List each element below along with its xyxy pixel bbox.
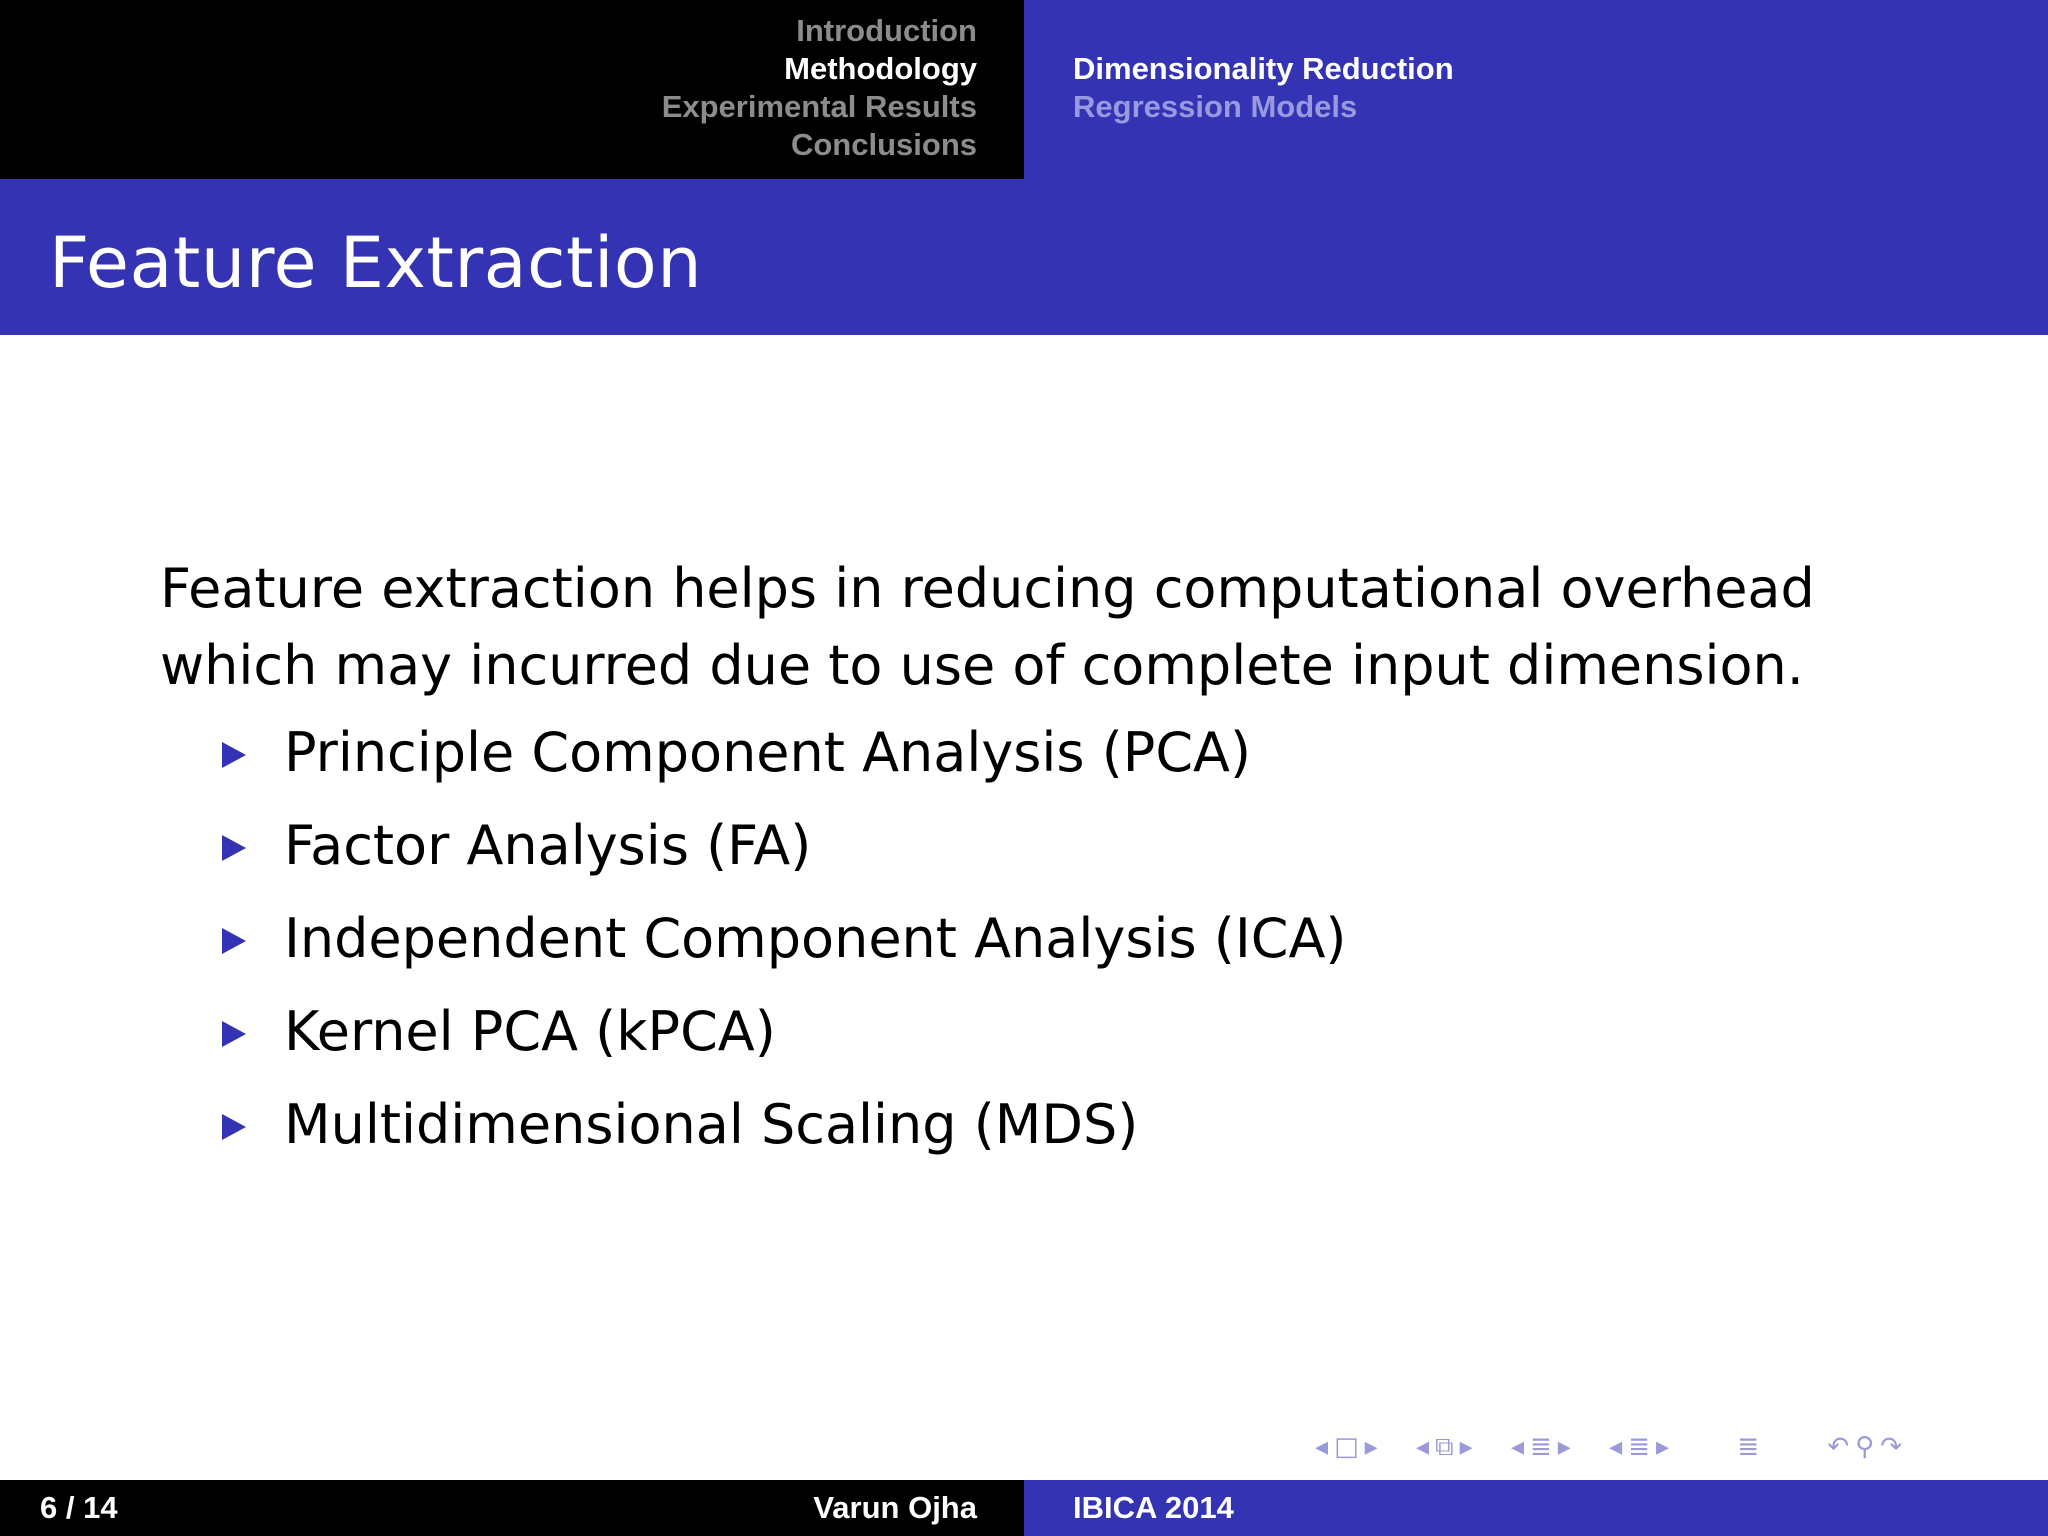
footer-right bbox=[1024, 1480, 2048, 1536]
list-item bbox=[160, 714, 1920, 807]
next-section-icon[interactable]: ▸ bbox=[1557, 1432, 1571, 1462]
nav-subsection-regression-models[interactable]: Regression Models bbox=[1073, 89, 1358, 124]
next-subsection-icon[interactable]: ▸ bbox=[1655, 1432, 1670, 1462]
footer-bar bbox=[0, 1480, 2048, 1536]
redo-icon[interactable]: ↷ bbox=[1880, 1432, 1903, 1462]
list-item-text: Multidimensional Scaling (MDS) bbox=[284, 1093, 1139, 1156]
header-bar bbox=[0, 0, 2048, 179]
list-item-text: Factor Analysis (FA) bbox=[284, 814, 812, 877]
beamer-navigation-symbols bbox=[1315, 1432, 1908, 1472]
prev-subsection-icon[interactable]: ◂ bbox=[1609, 1432, 1623, 1462]
prev-section-icon[interactable]: ◂ bbox=[1510, 1432, 1524, 1462]
bullet-triangle-icon bbox=[222, 742, 246, 768]
undo-icon[interactable]: ↶ bbox=[1827, 1432, 1850, 1462]
list-item-text: Kernel PCA (kPCA) bbox=[284, 1000, 776, 1063]
prev-slide-icon[interactable]: ◂ bbox=[1415, 1432, 1430, 1462]
bullet-triangle-icon bbox=[222, 928, 246, 954]
footer-left bbox=[0, 1480, 1024, 1536]
next-slide-icon[interactable]: ▸ bbox=[1459, 1432, 1473, 1462]
subsection-nav bbox=[1024, 0, 2048, 179]
intro-paragraph: Feature extraction helps in reducing computational overhead which may incurred due to use of complete input dimension. bbox=[160, 557, 1815, 697]
frame-icon[interactable]: □ bbox=[1334, 1432, 1359, 1462]
event-name: IBICA 2014 bbox=[1073, 1490, 1234, 1525]
list-item-text: Principle Component Analysis (PCA) bbox=[284, 721, 1252, 784]
author-name: Varun Ojha bbox=[813, 1490, 977, 1525]
nav-section-conclusions[interactable]: Conclusions bbox=[790, 127, 977, 162]
page-number: 6 / 14 bbox=[40, 1490, 118, 1525]
align-icon[interactable]: ≣ bbox=[1737, 1432, 1760, 1462]
bullet-triangle-icon bbox=[222, 835, 246, 861]
section-nav bbox=[0, 0, 1024, 179]
bullet-triangle-icon bbox=[222, 1114, 246, 1140]
nav-section-methodology[interactable]: Methodology bbox=[784, 51, 977, 86]
list-item bbox=[160, 807, 1920, 900]
list-item bbox=[160, 1086, 1920, 1179]
list-item-text: Independent Component Analysis (ICA) bbox=[284, 907, 1347, 970]
subsection-icon[interactable]: ≣ bbox=[1628, 1432, 1650, 1462]
slides-icon[interactable]: ⧉ bbox=[1435, 1432, 1454, 1462]
search-icon[interactable]: ⚲ bbox=[1855, 1432, 1875, 1462]
prev-frame-icon[interactable]: ◂ bbox=[1315, 1432, 1329, 1462]
bullet-triangle-icon bbox=[222, 1021, 246, 1047]
next-frame-icon[interactable]: ▸ bbox=[1364, 1432, 1378, 1462]
method-list bbox=[160, 714, 1920, 1179]
slide-body bbox=[160, 550, 1920, 1179]
slide-title: Feature Extraction bbox=[49, 222, 703, 304]
nav-section-experimental-results[interactable]: Experimental Results bbox=[661, 89, 977, 124]
title-bar bbox=[0, 179, 2048, 335]
list-item bbox=[160, 900, 1920, 993]
nav-subsection-dimensionality-reduction[interactable]: Dimensionality Reduction bbox=[1073, 51, 1454, 86]
nav-section-introduction[interactable]: Introduction bbox=[796, 13, 977, 48]
list-item bbox=[160, 993, 1920, 1086]
section-icon[interactable]: ≣ bbox=[1530, 1432, 1552, 1462]
